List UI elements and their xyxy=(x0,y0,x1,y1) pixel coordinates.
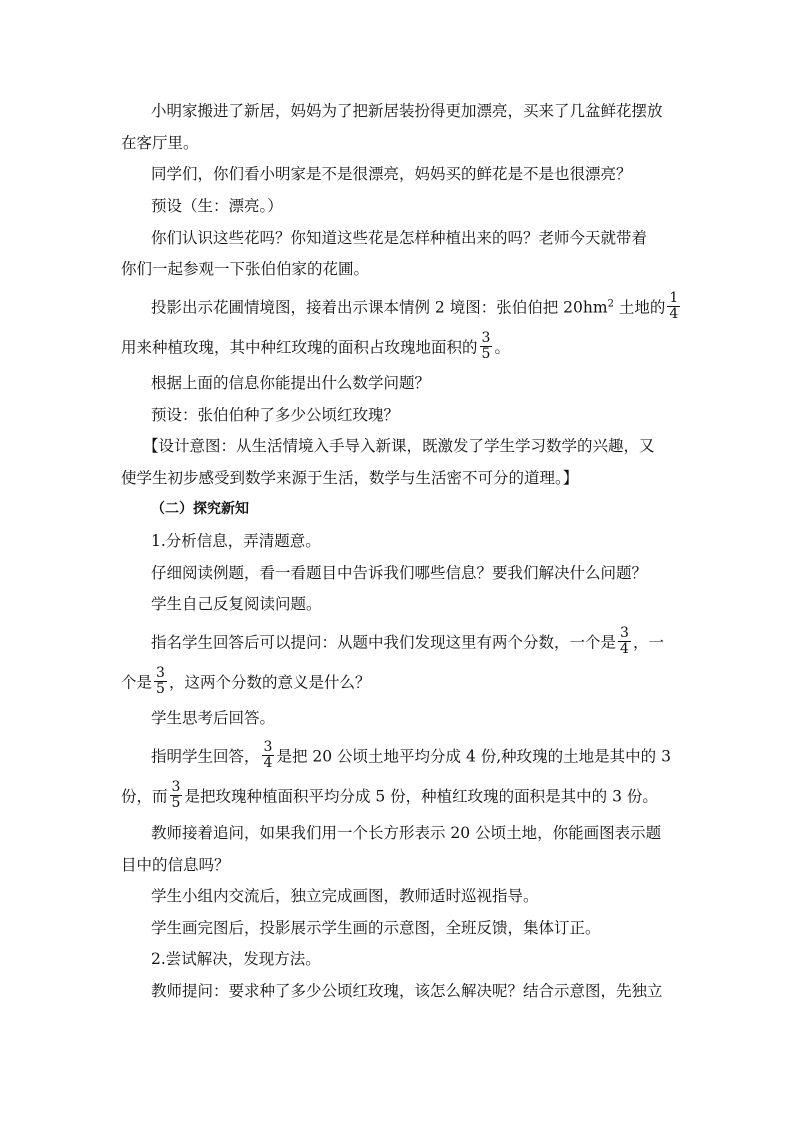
paragraph-11-text-c: 个是 xyxy=(121,673,153,692)
paragraph-5-text-a: 投影出示花圃情境图，接着出示课本情例 2 境图：张伯伯把 20hm xyxy=(151,298,608,317)
step-1-heading: 1.分析信息，弄清题意。 xyxy=(151,532,321,550)
fraction-denominator: 5 xyxy=(171,795,181,811)
paragraph-5-line-1 xyxy=(151,290,711,324)
paragraph-5-text-d: 。 xyxy=(494,338,510,357)
paragraph-11-text-a: 指名学生回答后可以提问：从题中我们发现这里有两个分数，一个是 xyxy=(151,633,617,652)
fraction-numerator: 3 xyxy=(620,625,629,641)
fraction-numerator: 3 xyxy=(263,739,273,755)
paragraph-9: 仔细阅读例题，看一看题目中告诉我们哪些信息？要我们解决什么问题？ xyxy=(151,564,648,582)
fraction-numerator: 3 xyxy=(481,330,491,346)
fraction-denominator: 5 xyxy=(156,681,165,697)
fraction-three-quarters xyxy=(618,626,631,657)
paragraph-11-text-b: ，一 xyxy=(632,633,664,652)
superscript-2: 2 xyxy=(607,298,614,310)
paragraph-1-line-1: 小明家搬进了新居，妈妈为了把新居装扮得更加漂亮，买来了几盆鲜花摆放 xyxy=(151,102,663,120)
paragraph-13-text-d: 是把玫瑰种植面积平均分成 5 份，种植红玫瑰的面积是其中的 3 份。 xyxy=(184,787,658,806)
paragraph-11-line-2 xyxy=(121,665,681,699)
paragraph-17: 教师提问：要求种了多少公顷红玫瑰，该怎么解决呢？结合示意图，先独立 xyxy=(151,982,663,1000)
paragraph-13-text-a: 指明学生回答， xyxy=(151,747,260,766)
paragraph-3: 预设（生：漂亮。） xyxy=(151,197,283,215)
fraction-three-fifths xyxy=(480,331,493,362)
paragraph-10: 学生自己反复阅读问题。 xyxy=(151,595,322,613)
paragraph-5-text-b: 土地的 xyxy=(613,298,666,317)
fraction-numerator: 1 xyxy=(669,290,679,306)
design-intent-line-2: 使学生初步感受到数学来源于生活，数学与生活密不可分的道理。】 xyxy=(121,469,579,487)
paragraph-2: 同学们，你们看小明家是不是很漂亮，妈妈买的鲜花是不是也很漂亮？ xyxy=(151,165,632,183)
fraction-three-fifths xyxy=(170,780,183,811)
paragraph-7: 预设：张伯伯种了多少公顷红玫瑰？ xyxy=(151,406,400,424)
paragraph-4-line-1: 你们认识这些花吗？你知道这些花是怎样种植出来的吗？老师今天就带着 xyxy=(151,229,648,247)
fraction-denominator: 4 xyxy=(263,755,273,771)
fraction-denominator: 4 xyxy=(669,306,679,322)
design-intent-line-1: 【设计意图：从生活情境入手导入新课，既激发了学生学习数学的兴趣，又 xyxy=(143,437,655,455)
paragraph-13-line-2 xyxy=(121,779,681,813)
section-heading-2: （二）探究新知 xyxy=(151,501,249,517)
step-2-heading: 2.尝试解决，发现方法。 xyxy=(151,950,321,968)
paragraph-16: 学生画完图后，投影展示学生画的示意图，全班反馈，集体订正。 xyxy=(151,919,601,937)
paragraph-5-text-c: 用来种植玫瑰，其中种红玫瑰的面积占玫瑰地面积的 xyxy=(121,338,478,357)
paragraph-13-text-c: 份，而 xyxy=(121,787,168,806)
paragraph-14-line-1: 教师接着追问，如果我们用一个长方形表示 20 公顷土地，你能画图表示题 xyxy=(151,824,662,842)
paragraph-14-line-2: 目中的信息吗？ xyxy=(121,856,230,874)
paragraph-15: 学生小组内交流后，独立完成画图，教师适时巡视指导。 xyxy=(151,887,539,905)
paragraph-6: 根据上面的信息你能提出什么数学问题？ xyxy=(151,374,431,392)
fraction-numerator: 3 xyxy=(171,779,181,795)
paragraph-11-line-1 xyxy=(151,625,711,659)
paragraph-1-line-2: 在客厅里。 xyxy=(121,134,199,152)
paragraph-12: 学生思考后回答。 xyxy=(151,709,276,727)
paragraph-13-line-1 xyxy=(151,739,711,773)
paragraph-13-text-b: 是把 20 公顷土地平均分成 4 份,种玫瑰的土地是其中的 3 xyxy=(276,747,671,766)
paragraph-5-line-2 xyxy=(121,330,681,364)
fraction-numerator: 3 xyxy=(156,665,165,681)
fraction-one-quarter xyxy=(667,291,680,322)
fraction-denominator: 4 xyxy=(620,641,629,657)
fraction-denominator: 5 xyxy=(481,346,491,362)
fraction-three-quarters xyxy=(262,740,275,771)
fraction-three-fifths xyxy=(154,666,167,697)
paragraph-11-text-d: ，这两个分数的意义是什么？ xyxy=(168,673,371,692)
paragraph-4-line-2: 你们一起参观一下张伯伯家的花圃。 xyxy=(121,260,370,278)
